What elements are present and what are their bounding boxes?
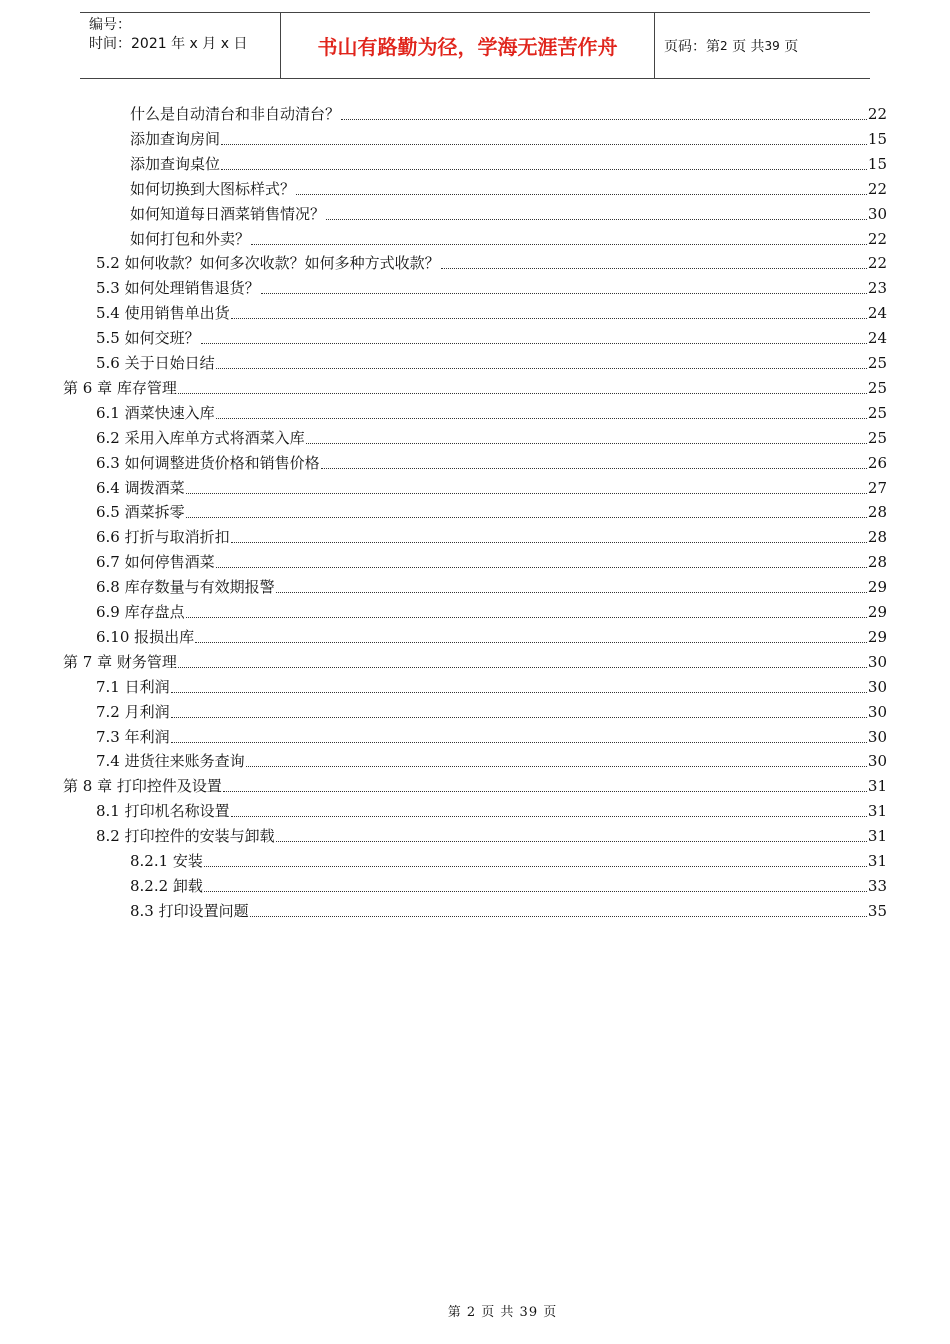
toc-entry-page: 30 <box>867 752 887 771</box>
toc-entry[interactable] <box>96 501 887 523</box>
toc-leader-dots <box>296 194 867 195</box>
header-page-mid: 页 共 <box>732 38 765 55</box>
toc-entry[interactable] <box>96 427 887 449</box>
toc-entry-page: 28 <box>867 503 887 522</box>
toc-entry-page: 31 <box>867 802 887 821</box>
toc-entry-page: 31 <box>867 777 887 796</box>
toc-leader-dots <box>186 517 867 518</box>
toc-entry-label: 7.4 进货往来账务查询 <box>96 752 245 771</box>
toc-entry[interactable] <box>130 153 887 175</box>
toc-entry[interactable] <box>96 626 887 648</box>
toc-leader-dots <box>276 592 867 593</box>
toc-entry-page: 25 <box>867 354 887 372</box>
toc-entry[interactable] <box>96 252 887 274</box>
toc-leader-dots <box>221 144 867 145</box>
toc-leader-dots <box>204 891 867 892</box>
toc-entry-label: 5.4 使用销售单出货 <box>96 304 230 323</box>
toc-entry-label: 8.1 打印机名称设置 <box>96 802 230 821</box>
page-footer: 第 2 页 共 39 页 <box>447 1305 558 1320</box>
toc-leader-dots <box>201 343 867 344</box>
toc-entry[interactable] <box>96 676 887 698</box>
toc-entry-label: 6.5 酒菜拆零 <box>96 503 185 522</box>
toc-entry-page: 22 <box>867 254 887 273</box>
toc-entry-label: 如何切换到大图标样式？ <box>130 179 296 198</box>
header-page-info <box>655 13 870 78</box>
toc-entry-label: 6.2 采用入库单方式将酒菜入库 <box>96 428 305 447</box>
toc-entry[interactable] <box>96 551 887 573</box>
toc-entry-page: 15 <box>867 129 887 148</box>
toc-entry[interactable] <box>96 601 887 623</box>
toc-entry-page: 30 <box>867 727 887 746</box>
toc-entry-page: 29 <box>867 627 887 646</box>
toc-entry-page: 27 <box>867 478 887 497</box>
toc-entry-label: 第 6 章 库存管理 <box>63 378 177 397</box>
toc-leader-dots <box>306 443 867 444</box>
toc-entry-label: 6.9 库存盘点 <box>96 603 185 621</box>
toc-entry[interactable] <box>96 277 887 299</box>
toc-entry-page: 24 <box>867 304 887 323</box>
toc-entry[interactable] <box>130 128 887 150</box>
toc-leader-dots <box>276 841 867 842</box>
toc-entry-label: 7.2 月利润 <box>96 702 170 721</box>
toc-leader-dots <box>216 567 867 568</box>
toc-entry-label: 什么是自动清台和非自动清台？ <box>130 105 341 123</box>
toc-entry-label: 6.8 库存数量与有效期报警 <box>96 578 275 597</box>
toc-leader-dots <box>231 542 867 543</box>
header-page-prefix: 页码：第 <box>664 38 720 55</box>
toc-entry-page: 30 <box>867 702 887 721</box>
toc-entry-label: 如何打包和外卖？ <box>130 229 251 248</box>
toc-entry[interactable] <box>96 452 887 474</box>
toc-leader-dots <box>178 393 867 394</box>
toc-entry[interactable] <box>130 103 887 125</box>
toc-entry-page: 31 <box>867 827 887 846</box>
toc-entry[interactable] <box>130 900 887 922</box>
toc-leader-dots <box>223 791 867 792</box>
toc-entry[interactable] <box>63 651 887 673</box>
toc-leader-dots <box>231 816 867 817</box>
toc-leader-dots <box>186 617 867 618</box>
toc-entry[interactable] <box>96 302 887 324</box>
toc-entry-label: 6.1 酒菜快速入库 <box>96 403 215 422</box>
page-header <box>80 12 870 79</box>
toc-entry-label: 6.4 调拨酒菜 <box>96 478 185 497</box>
toc-entry[interactable] <box>96 750 887 772</box>
toc-entry-page: 22 <box>867 229 887 248</box>
toc-entry-page: 15 <box>867 154 887 173</box>
toc-entry-page: 25 <box>867 403 887 422</box>
toc-entry-page: 28 <box>867 528 887 547</box>
toc-leader-dots <box>250 916 867 917</box>
toc-entry-page: 26 <box>867 453 887 472</box>
toc-entry-page: 30 <box>867 677 887 696</box>
toc-leader-dots <box>216 418 867 419</box>
toc-entry[interactable] <box>96 825 887 847</box>
header-time-label: 时间：2021 年 x 月 x 日 <box>89 36 248 52</box>
toc-entry[interactable] <box>130 178 887 200</box>
toc-entry[interactable] <box>96 327 887 349</box>
toc-entry-label: 7.1 日利润 <box>96 677 170 696</box>
toc-entry-page: 25 <box>867 378 887 397</box>
toc-entry-page: 24 <box>867 329 887 348</box>
toc-entry-page: 33 <box>867 876 887 895</box>
header-page-total: 39 <box>764 38 780 53</box>
toc-entry-label: 添加查询房间 <box>130 129 221 148</box>
toc-leader-dots <box>186 493 867 494</box>
toc-leader-dots <box>195 642 867 643</box>
toc-entry-page: 22 <box>867 179 887 198</box>
header-page-current: 2 <box>720 38 728 53</box>
toc-entry[interactable] <box>63 775 887 797</box>
toc-entry[interactable] <box>96 576 887 598</box>
toc-entry-page: 28 <box>867 553 887 572</box>
toc-entry-label: 7.3 年利润 <box>96 727 170 746</box>
toc-entry-label: 6.3 如何调整进货价格和销售价格 <box>96 453 320 472</box>
toc-entry-label: 8.2.1 安装 <box>130 852 203 870</box>
toc-entry-label: 5.2 如何收款？如何多次收款？如何多种方式收款？ <box>96 254 440 273</box>
toc-leader-dots <box>261 293 867 294</box>
toc-entry-label: 6.6 打折与取消折扣 <box>96 528 230 547</box>
header-motto: 书山有路勤为径，学海无涯苦作舟 <box>281 13 655 78</box>
toc-entry-page: 30 <box>867 204 887 223</box>
toc-entry-label: 如何知道每日酒菜销售情况？ <box>130 204 326 223</box>
toc-entry[interactable] <box>96 701 887 723</box>
toc-entry-page: 35 <box>867 901 887 920</box>
toc-leader-dots <box>171 717 867 718</box>
toc-entry[interactable] <box>130 203 887 225</box>
toc-leader-dots <box>246 766 867 767</box>
toc-leader-dots <box>204 866 867 867</box>
toc-entry[interactable] <box>130 875 887 897</box>
toc-entry-page: 25 <box>867 428 887 447</box>
toc-leader-dots <box>321 468 867 469</box>
toc-leader-dots <box>231 318 867 319</box>
toc-entry-label: 第 8 章 打印控件及设置 <box>63 777 222 796</box>
toc-entry[interactable] <box>96 800 887 822</box>
toc-entry[interactable] <box>63 377 887 399</box>
toc-entry[interactable] <box>96 726 887 748</box>
toc-entry-label: 5.6 关于日始日结 <box>96 354 215 372</box>
toc-entry[interactable] <box>96 477 887 499</box>
toc-entry-label: 5.5 如何交班？ <box>96 329 200 348</box>
toc-entry-label: 6.7 如何停售酒菜 <box>96 553 215 572</box>
toc-leader-dots <box>326 219 867 220</box>
toc-entry-page: 29 <box>867 603 887 621</box>
header-meta <box>80 13 281 78</box>
toc-leader-dots <box>171 742 867 743</box>
toc-entry-label: 8.2.2 卸载 <box>130 876 203 895</box>
toc-entry-page: 22 <box>867 105 887 123</box>
toc-leader-dots <box>441 268 867 269</box>
toc-entry-label: 6.10 报损出库 <box>96 627 195 646</box>
toc-entry-page: 31 <box>867 852 887 870</box>
toc-entry-label: 8.3 打印设置问题 <box>130 901 249 920</box>
toc-leader-dots <box>251 244 867 245</box>
toc-entry[interactable] <box>96 352 887 374</box>
toc-entry-page: 29 <box>867 578 887 597</box>
toc-leader-dots <box>171 692 867 693</box>
header-page-suffix: 页 <box>784 38 799 55</box>
toc-leader-dots <box>341 119 867 120</box>
toc-entry-label: 8.2 打印控件的安装与卸载 <box>96 827 275 846</box>
toc-entry[interactable] <box>96 526 887 548</box>
header-number-label: 编号： <box>89 17 131 33</box>
toc-entry-page: 30 <box>867 652 887 671</box>
toc-leader-dots <box>221 169 867 170</box>
toc-entry-label: 第 7 章 财务管理 <box>63 652 177 671</box>
toc-entry-label: 添加查询桌位 <box>130 154 221 173</box>
toc-entry-label: 5.3 如何处理销售退货？ <box>96 279 260 298</box>
toc-entry[interactable] <box>130 228 887 250</box>
toc-entry[interactable] <box>96 402 887 424</box>
toc-leader-dots <box>178 667 867 668</box>
toc-entry[interactable] <box>130 850 887 872</box>
toc-entry-page: 23 <box>867 279 887 298</box>
toc-leader-dots <box>216 368 867 369</box>
